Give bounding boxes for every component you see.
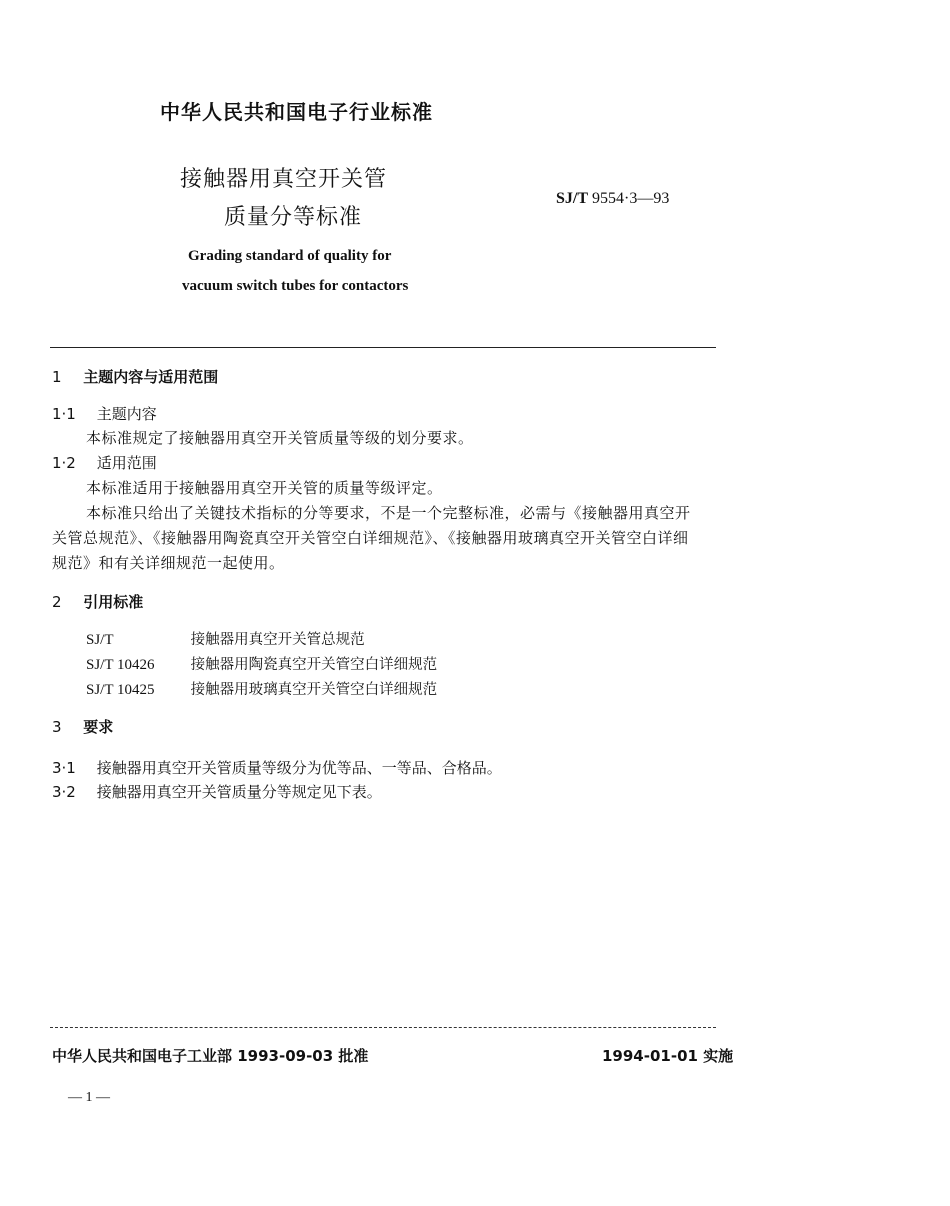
section-2-heading bbox=[52, 591, 143, 612]
reference-row bbox=[86, 628, 365, 649]
reference-code: SJ/T 10425 bbox=[86, 682, 155, 698]
subsection-number: 3·1 bbox=[52, 759, 76, 777]
reference-row bbox=[86, 653, 437, 674]
scope-paragraph-line-2: 关管总规范》、《接触器用陶瓷真空开关管空白详细规范》、《接触器用玻璃真空开关管空白详细 bbox=[52, 529, 689, 547]
subsection-3-2 bbox=[52, 781, 382, 802]
reference-title: 接触器用陶瓷真空开关管空白详细规范 bbox=[190, 657, 438, 673]
subsection-3-1 bbox=[52, 757, 502, 778]
section-3-heading bbox=[52, 716, 113, 737]
subsection-text: 接触器用真空开关管质量分等规定见下表。 bbox=[96, 783, 382, 801]
reference-row bbox=[86, 678, 437, 699]
top-divider bbox=[50, 347, 716, 348]
section-title: 主题内容与适用范围 bbox=[83, 368, 219, 386]
english-title-line-2: vacuum switch tubes for contactors bbox=[182, 278, 409, 294]
english-title-line-1: Grading standard of quality for bbox=[188, 248, 392, 264]
reference-title: 接触器用真空开关管总规范 bbox=[190, 632, 365, 648]
document-title-line-1: 接触器用真空开关管 bbox=[180, 167, 388, 192]
section-number: 3 bbox=[52, 718, 62, 736]
subsection-1-2-text: 本标准适用于接触器用真空开关管的质量等级评定。 bbox=[86, 479, 443, 497]
subsection-1-1-heading bbox=[52, 403, 157, 424]
section-number: 2 bbox=[52, 593, 62, 611]
subsection-number: 3·2 bbox=[52, 783, 76, 801]
implementation-date: 1994-01-01 实施 bbox=[602, 1047, 734, 1065]
section-title: 引用标准 bbox=[83, 593, 144, 611]
standard-prefix: SJ/T bbox=[556, 190, 589, 207]
section-number: 1 bbox=[52, 368, 62, 386]
scope-paragraph-line-1: 本标准只给出了关键技术指标的分等要求，不是一个完整标准，必需与《接触器用真空开 bbox=[86, 504, 691, 522]
subsection-number: 1·2 bbox=[52, 454, 76, 472]
reference-code: SJ/T bbox=[86, 632, 114, 648]
subsection-title: 主题内容 bbox=[96, 405, 157, 423]
issuing-body-heading: 中华人民共和国电子行业标准 bbox=[160, 100, 433, 124]
subsection-1-1-text: 本标准规定了接触器用真空开关管质量等级的划分要求。 bbox=[86, 429, 474, 447]
standard-code: 9554·3—93 bbox=[592, 190, 670, 207]
subsection-title: 适用范围 bbox=[96, 454, 157, 472]
approval-line: 中华人民共和国电子工业部 1993-09-03 批准 bbox=[52, 1047, 369, 1065]
reference-title: 接触器用玻璃真空开关管空白详细规范 bbox=[190, 682, 438, 698]
subsection-text: 接触器用真空开关管质量等级分为优等品、一等品、合格品。 bbox=[96, 759, 502, 777]
standard-number bbox=[556, 190, 669, 208]
section-1-heading bbox=[52, 366, 218, 387]
reference-code: SJ/T 10426 bbox=[86, 657, 155, 673]
section-title: 要求 bbox=[83, 718, 114, 736]
bottom-divider bbox=[50, 1027, 716, 1028]
scope-paragraph-line-3: 规范》和有关详细规范一起使用。 bbox=[52, 554, 285, 572]
page-number: — 1 — bbox=[68, 1090, 110, 1105]
subsection-number: 1·1 bbox=[52, 405, 76, 423]
subsection-1-2-heading bbox=[52, 452, 157, 473]
document-title-line-2: 质量分等标准 bbox=[224, 205, 363, 230]
